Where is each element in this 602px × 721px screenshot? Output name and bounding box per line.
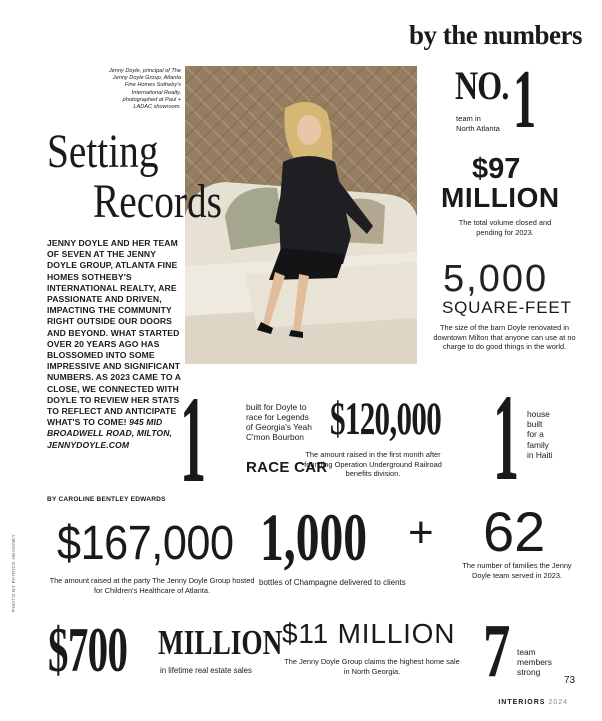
stat-volume-unit: MILLION <box>441 182 560 213</box>
stat-volume-desc: The total volume closed and pending for 2023. <box>458 218 552 237</box>
stat-house-desc-line: house <box>527 409 550 419</box>
stat-champagne-plus: + <box>408 508 434 557</box>
stat-lifetime-amount: $700 <box>48 614 128 685</box>
section-title: by the numbers <box>408 20 582 50</box>
stat-highest-desc: The Jenny Doyle Group claims the highest home sale in North Georgia. <box>284 657 460 676</box>
stat-no1-digit: 1 <box>513 53 537 146</box>
stat-operation-desc: The amount raised in the first month after founding Operation Underground Railroad benefits division. <box>304 450 442 479</box>
footer-magazine-name: INTERIORS <box>498 699 546 706</box>
photo-caption: Jenny Doyle, principal of The Jenny Doyle Group, Atlanta Fine Homes Sotheby's International Realty, photographed at Paul + LADAC showroom. <box>108 68 181 111</box>
stat-house-desc <box>527 409 577 460</box>
page-number: 73 <box>564 675 576 686</box>
stat-team-desc-line: team <box>517 647 536 657</box>
stat-barn-amount: 5,000 <box>443 258 549 300</box>
stat-house-desc-line: in Haiti <box>527 449 553 460</box>
stat-no1-prefix: NO. <box>455 63 509 108</box>
stat-highest-amount: $11 MILLION <box>282 618 456 649</box>
article-byline: BY CAROLINE BENTLEY EDWARDS <box>47 496 166 503</box>
stat-families-desc: The number of families the Jenny Doyle team served in 2023. <box>462 561 572 580</box>
stat-no1-desc-line: team in <box>456 114 481 123</box>
stat-race-desc-line: race for Legends <box>246 412 309 422</box>
stat-race-desc-line: built for Doyle to <box>246 402 307 412</box>
stat-volume-amount: $97 <box>472 153 521 185</box>
footer-year: 2024 <box>548 699 568 706</box>
article-title-line2: Records <box>93 175 222 228</box>
stat-champagne-amount: 1,000 <box>260 499 368 575</box>
stat-party-desc: The amount raised at the party The Jenny Doyle Group hosted for Children's Healthcare of Atlanta. <box>49 576 255 595</box>
stat-families-amount: 62 <box>483 500 546 563</box>
stat-house-desc-line: built <box>527 419 543 430</box>
stat-race-label: RACE CAR <box>246 459 328 476</box>
stat-house-desc-line: for a <box>527 429 544 440</box>
footer-magazine <box>498 699 568 706</box>
stat-no1-desc <box>456 114 500 134</box>
article-intro <box>47 238 181 451</box>
intro-text: JENNY DOYLE AND HER TEAM OF SEVEN AT THE JENNY DOYLE GROUP, ATLANTA FINE HOMES SOTHEBY'S INTERNATIONAL REALTY, ARE PASSIONATE AND DRIVEN, IMPACTING THE COMMUNITY RIGHT OUTSIDE OUR DOORS AND BEYOND. WHAT STARTED OVER 20 YEARS AGO HAS BLOSSOMED INTO SOME IMPRESSIVE AND SIGNIFICANT NUMBERS. AS 2023 CAME TO A CLOSE, WE CONNECTED WITH DOYLE TO REVIEW HER STATS TO REFLECT AND ANTICIPATE WHAT'S TO COME! <box>47 238 181 428</box>
stat-barn-unit: SQUARE-FEET <box>442 298 572 317</box>
stat-race-desc <box>246 402 312 442</box>
stat-house-digit: 1 <box>493 369 520 506</box>
article-title-line1: Setting <box>47 125 159 178</box>
photo-credit: PHOTO BY PATRICK HEAGNEY <box>12 533 17 612</box>
stat-no1-desc-line: North Atlanta <box>456 124 500 133</box>
stat-race-digit: 1 <box>180 371 207 508</box>
stat-barn-desc: The size of the barn Doyle renovated in downtown Milton that anyone can use at no charge to do good things in the world. <box>433 323 576 352</box>
stat-champagne-desc: bottles of Champagne delivered to clients <box>259 578 406 587</box>
intro-address: 945 MID BROADWELL ROAD, MILTON, JENNYDOYLE.COM <box>47 417 172 450</box>
stat-lifetime-desc: in lifetime real estate sales <box>160 666 252 675</box>
stat-team-desc-line: members <box>517 657 552 667</box>
stat-house-desc-line: family <box>527 439 549 450</box>
stat-team-desc <box>517 647 552 677</box>
stat-team-digit: 7 <box>483 609 511 693</box>
stat-party-amount: $167,000 <box>57 517 234 570</box>
stat-operation-amount: $120,000 <box>330 393 442 445</box>
stat-race-desc-line: C'mon Bourbon <box>246 432 304 442</box>
stat-team-desc-line: strong <box>517 667 541 677</box>
stat-lifetime-unit: MILLION <box>158 623 283 662</box>
stat-race-desc-line: of Georgia's Yeah <box>246 422 312 432</box>
